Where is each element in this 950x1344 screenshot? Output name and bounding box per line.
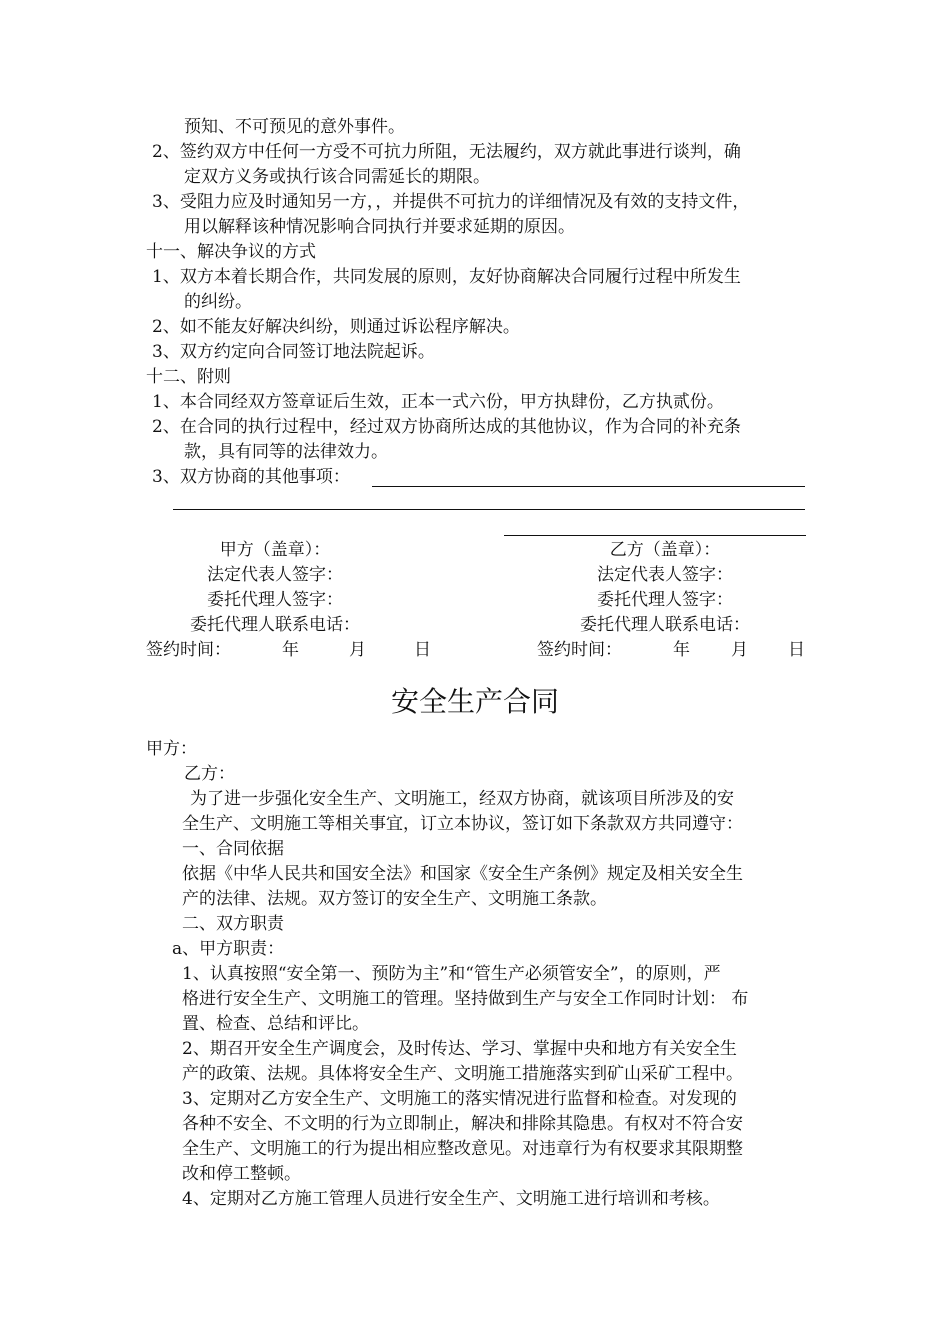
- clause-text: 的纠纷。: [184, 292, 252, 312]
- body-text: 置、检查、总结和评比。: [182, 1014, 369, 1034]
- blank-underline: [173, 509, 805, 510]
- party-a-agent-phone-label: 委托代理人联系电话：: [190, 615, 360, 635]
- body-text: 产的政策、法规。具体将安全生产、文明施工措施落实到矿山采矿工程中。: [182, 1064, 743, 1084]
- intro-paragraph: 为了进一步强化安全生产、文明施工，经双方协商，就该项目所涉及的安: [190, 789, 734, 809]
- subsection-heading: a、甲方职责：: [172, 939, 285, 959]
- party-a-agent-label: 委托代理人签字：: [207, 590, 343, 610]
- party-b-signature: [540, 538, 790, 638]
- party-a-day: 日: [414, 640, 431, 660]
- body-text: 依据《中华人民共和国安全法》和国家《安全生产条例》规定及相关安全生: [182, 864, 743, 884]
- blank-underline: [504, 535, 806, 536]
- party-b-seal-label: 乙方（盖章）：: [609, 540, 721, 560]
- party-a-sign-time-label: 签约时间：: [146, 640, 231, 660]
- body-text: 1、认真按照“安全第一、预防为主”和“管生产必须管安全”，的原则，严: [182, 964, 721, 984]
- party-b-legal-rep-label: 法定代表人签字：: [597, 565, 733, 585]
- section-heading: 二、双方职责: [182, 914, 284, 934]
- clause-text: 2、如不能友好解决纠纷，则通过诉讼程序解决。: [152, 317, 520, 337]
- party-a-year: 年: [282, 640, 299, 660]
- party-b-year: 年: [673, 640, 690, 660]
- body-text: 改和停工整顿。: [182, 1164, 301, 1184]
- body-text: 各种不安全、不文明的行为立即制止，解决和排除其隐患。有权对不符合安: [182, 1114, 743, 1134]
- document-title: 安全生产合同: [390, 685, 559, 718]
- body-text: 全生产、文明施工的行为提出相应整改意见。对违章行为有权要求其限期整: [182, 1139, 743, 1159]
- blank-underline: [372, 486, 805, 487]
- party-b-agent-label: 委托代理人签字：: [597, 590, 733, 610]
- body-text: 产的法律、法规。双方签订的安全生产、文明施工条款。: [182, 889, 607, 909]
- clause-text: 2、签约双方中任何一方受不可抗力所阻，无法履约，双方就此事进行谈判，确: [152, 142, 741, 162]
- body-text: 格进行安全生产、文明施工的管理。坚持做到生产与安全工作同时计划： 布: [182, 989, 749, 1009]
- party-b-sign-time-label: 签约时间：: [537, 640, 622, 660]
- clause-text: 1、本合同经双方签章证后生效，正本一式六份，甲方执肆份，乙方执贰份。: [152, 392, 724, 412]
- clause-text: 1、双方本着长期合作，共同发展的原则，友好协商解决合同履行过程中所发生: [152, 267, 741, 287]
- clause-text: 3、受阻力应及时通知另一方，，并提供不可抗力的详细情况及有效的支持文件，: [152, 192, 750, 212]
- section-heading: 十二、附则: [146, 367, 231, 387]
- clause-text: 3、双方协商的其他事项：: [152, 467, 350, 487]
- clause-text: 3、双方约定向合同签订地法院起诉。: [152, 342, 435, 362]
- party-a-signature: [150, 538, 400, 638]
- clause-text: 款，具有同等的法律效力。: [184, 442, 388, 462]
- party-b-label: 乙方：: [184, 764, 235, 784]
- party-b-agent-phone-label: 委托代理人联系电话：: [580, 615, 750, 635]
- clause-text: 预知、不可预见的意外事件。: [184, 117, 405, 137]
- body-text: 4、定期对乙方施工管理人员进行安全生产、文明施工进行培训和考核。: [182, 1189, 720, 1209]
- section-heading: 一、合同依据: [182, 839, 284, 859]
- clause-text: 用以解释该种情况影响合同执行并要求延期的原因。: [184, 217, 575, 237]
- party-a-legal-rep-label: 法定代表人签字：: [207, 565, 343, 585]
- clause-text: 2、在合同的执行过程中，经过双方协商所达成的其他协议，作为合同的补充条: [152, 417, 741, 437]
- party-a-label: 甲方：: [146, 739, 197, 759]
- party-b-day: 日: [788, 640, 805, 660]
- section-heading: 十一、解决争议的方式: [146, 242, 316, 262]
- party-a-seal-label: 甲方（盖章）：: [219, 540, 331, 560]
- clause-text: 定双方义务或执行该合同需延长的期限。: [184, 167, 490, 187]
- party-a-month: 月: [349, 640, 366, 660]
- sign-date-row: [0, 638, 950, 662]
- body-text: 2、期召开安全生产调度会，及时传达、学习、掌握中央和地方有关安全生: [182, 1039, 737, 1059]
- body-text: 3、定期对乙方安全生产、文明施工的落实情况进行监督和检查。对发现的: [182, 1089, 737, 1109]
- party-b-month: 月: [731, 640, 748, 660]
- intro-paragraph: 全生产、文明施工等相关事宜，订立本协议，签订如下条款双方共同遵守：: [182, 814, 743, 834]
